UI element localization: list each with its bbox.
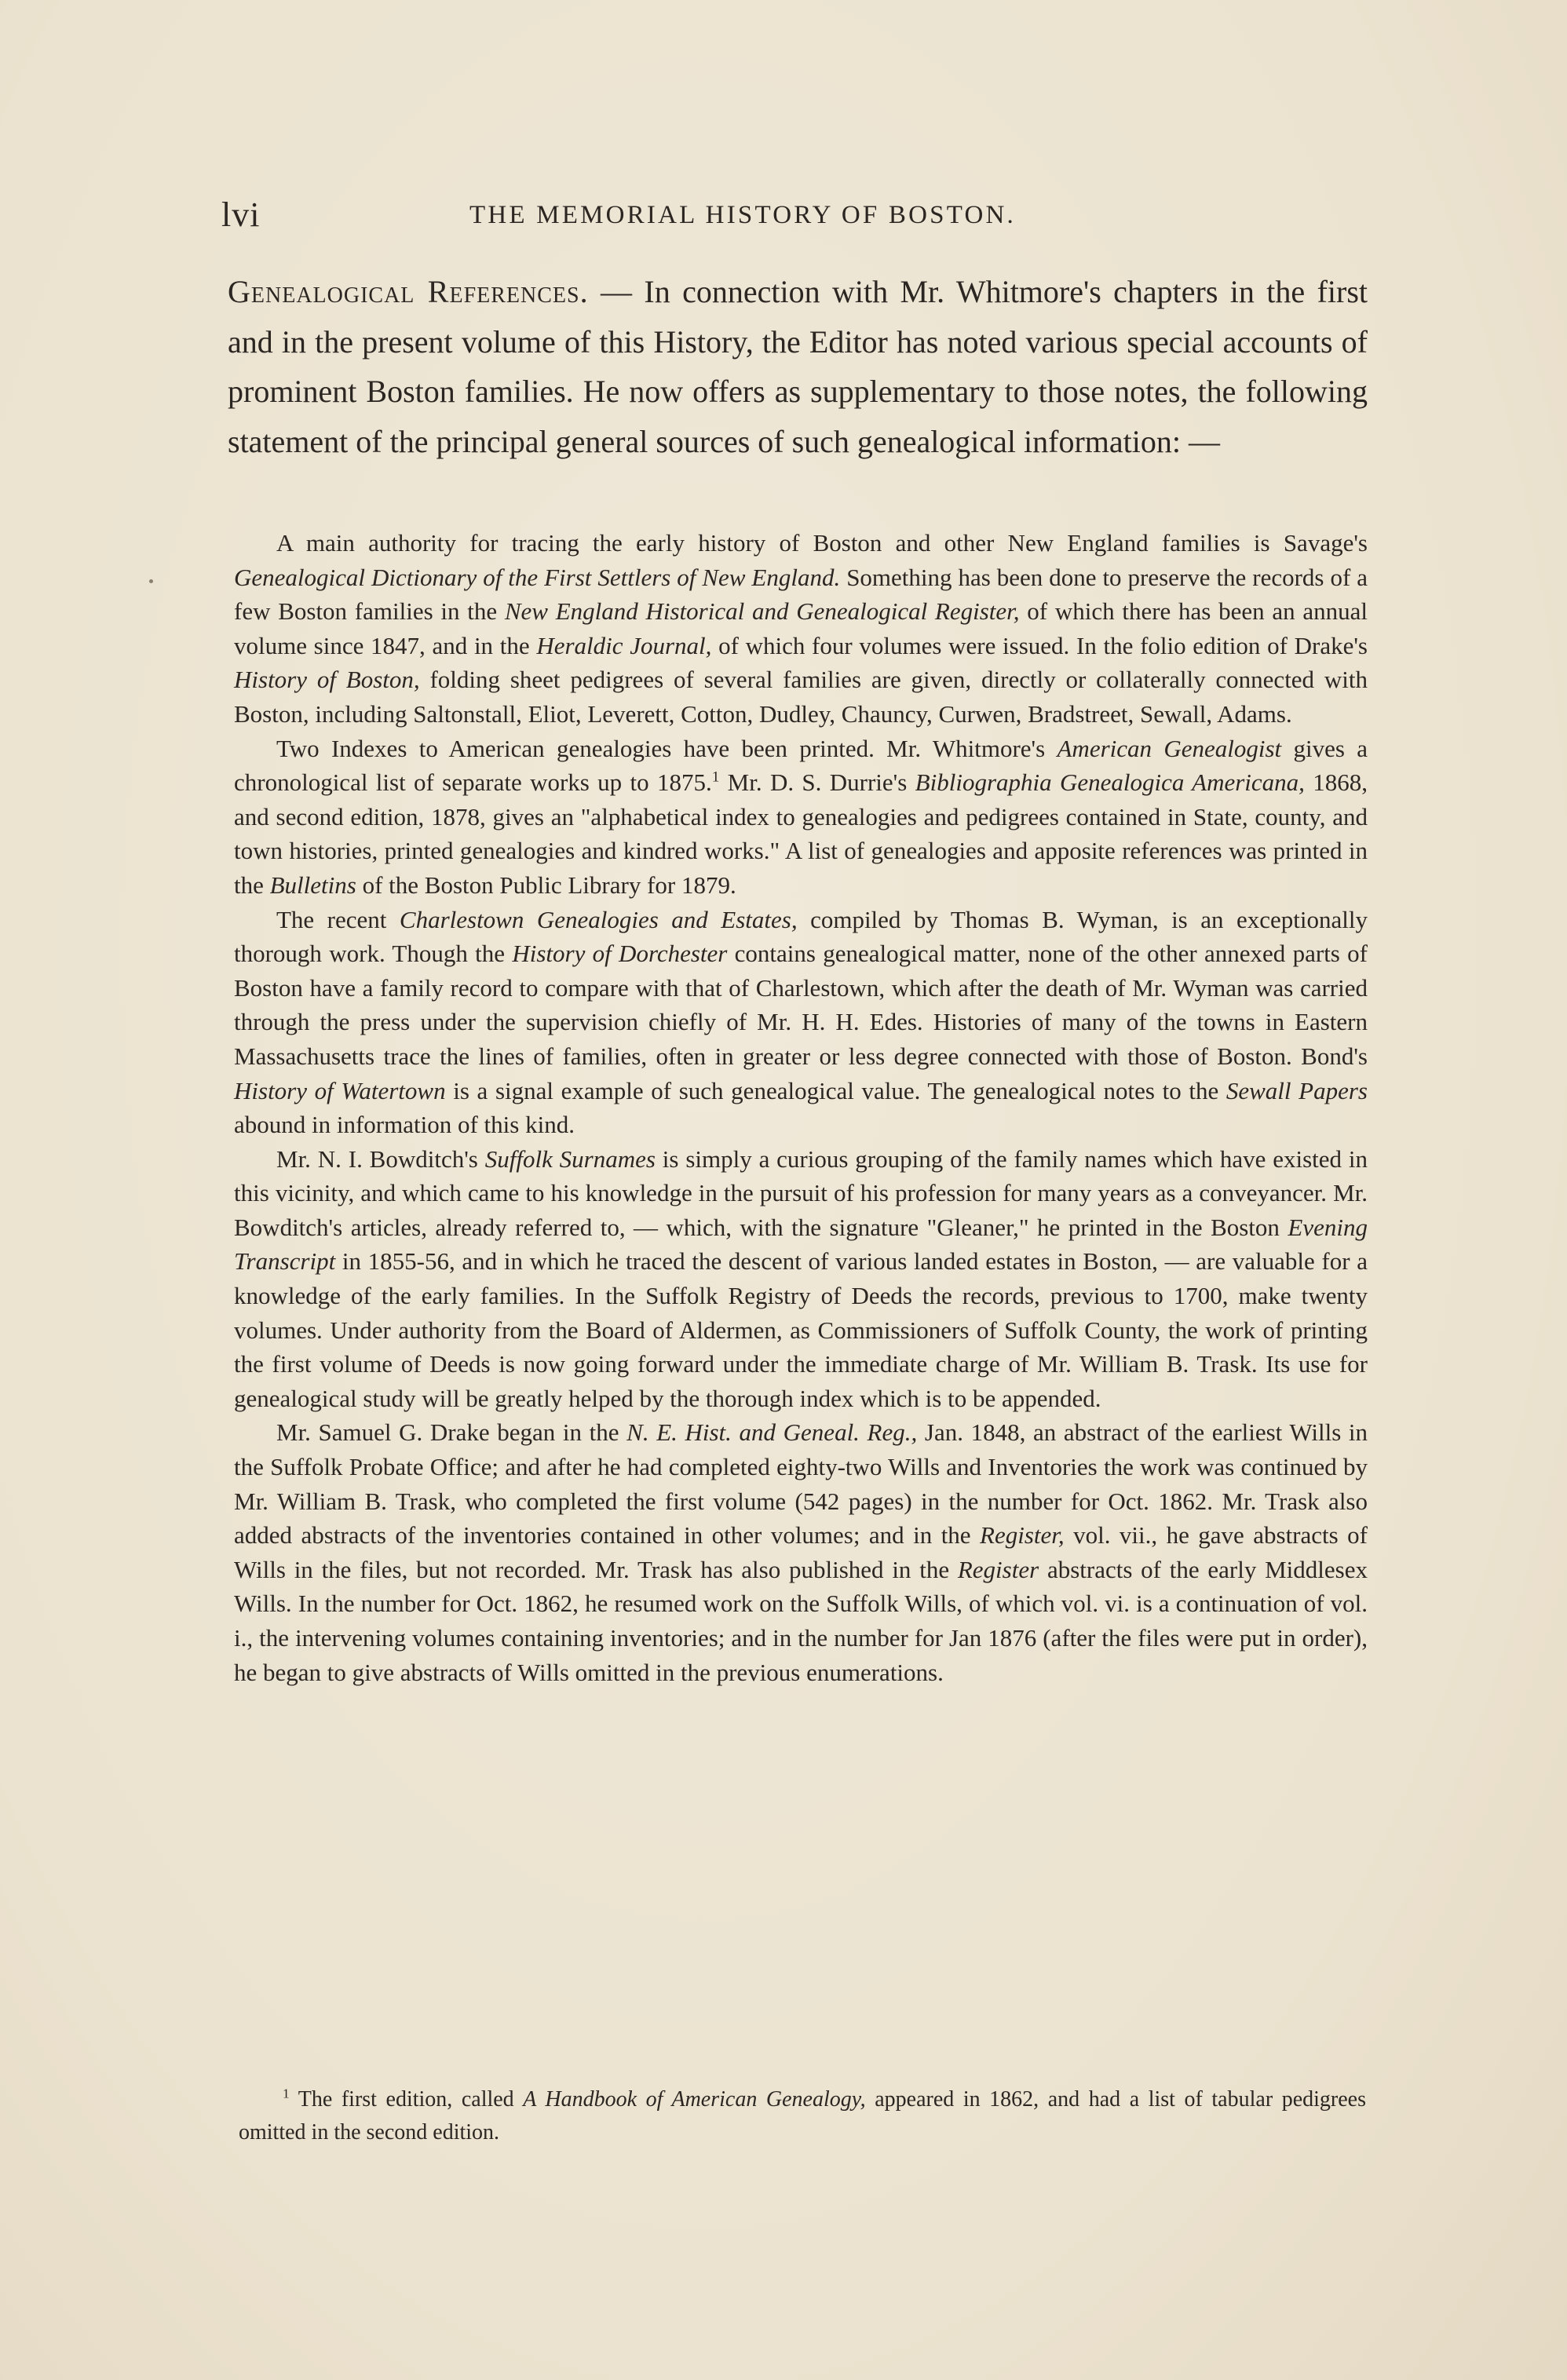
- footnote-ref: 1: [711, 768, 720, 786]
- running-title: THE MEMORIAL HISTORY OF BOSTON.: [469, 201, 1017, 229]
- paragraph-charlestown: The recent Charlestown Genealogies and Estates, compiled by Thomas B. Wyman, is an exceptionally thorough work. Though the History of Dorchester contains genealogical matter, none of the other annexed parts of Boston have a family record to compare with that of Charlestown, which after the death of Mr. Wyman was carried through the press under the supervision chiefly of Mr. H. H. Edes. Histories of many of the towns in Eastern Massachusetts trace the lines of families, often in greater or less degree connected with those of Boston. Bond's History of Watertown is a signal example of such genealogical value. The genealogical notes to the Sewall Papers abound in information of this kind.: [234, 905, 1368, 1139]
- footnote: $^1$ The first edition, called A Handbook of American Genealogy, appeared in 1862, and had a list of tabular pedigrees omitted in the second edition.: [239, 2086, 1366, 2145]
- paragraph-savage: A main authority for tracing the early history of Boston and other New England families is Savage's Genealogical Dictionary of the First Settlers of New England. Something has been done to preserve the records of a few Boston families in the New England Historical and Genealogical Register, of which there has been an annual volume since 1847, and in the Heraldic Journal, of which four volumes were issued. In the folio edition of Drake's History of Boston, folding sheet pedigrees of several families are given, directly or collaterally connected with Boston, including Saltonstall, Eliot, Leverett, Cotton, Dudley, Chauncy, Curwen, Bradstreet, Sewall, Adams.: [234, 529, 1368, 728]
- body-text: [234, 526, 1368, 1689]
- paper-speck: [149, 579, 153, 583]
- footnote-marker: 1: [283, 2086, 290, 2101]
- page-number: lvi: [221, 195, 261, 234]
- section-intro: [228, 267, 1368, 466]
- intro-text: — In connection with Mr. Whitmore's chapters in the first and in the present volume of this History, the Editor has noted various special accounts of prominent Boston families. He now offers as supplementary to those notes, the following statement of the principal general sources of such genealogical information: —: [228, 274, 1368, 459]
- section-heading: Genealogical References.: [228, 274, 589, 309]
- paragraph-drake: Mr. Samuel G. Drake began in the N. E. Hist. and Geneal. Reg., Jan. 1848, an abstract of the earliest Wills in the Suffolk Probate Office; and after he had completed eighty-two Wills and Inventories the work was continued by Mr. William B. Trask, who completed the first volume (542 pages) in the number for Oct. 1862. Mr. Trask also added abstracts of the inventories contained in other volumes; and in the Register, vol. vii., he gave abstracts of Wills in the files, but not recorded. Mr. Trask has also published in the Register abstracts of the early Middlesex Wills. In the number for Oct. 1862, he resumed work on the Suffolk Wills, of which vol. vi. is a continuation of vol. i., the intervening volumes containing inventories; and in the number for Jan 1876 (after the files were put in order), he began to give abstracts of Wills omitted in the previous enumerations.: [234, 1418, 1368, 1686]
- paragraph-indexes: Two Indexes to American genealogies have been printed. Mr. Whitmore's American Genealogist gives a chronological list of separate works up to 1875.$^1$ Mr. D. S. Durrie's Bibliographia Genealogica Americana, 1868, and second edition, 1878, gives an "alphabetical index to genealogies and pedigrees contained in State, county, and town histories, printed genealogies and kindred works." A list of genealogies and apposite references was printed in the Bulletins of the Boston Public Library for 1879.: [234, 734, 1368, 899]
- paragraph-bowditch: Mr. N. I. Bowditch's Suffolk Surnames is simply a curious grouping of the family names which have existed in this vicinity, and which came to his knowledge in the pursuit of his profession for many years as a conveyancer. Mr. Bowditch's articles, already referred to, — which, with the signature "Gleaner," he printed in the Boston Evening Transcript in 1855-56, and in which he traced the descent of various landed estates in Boston, — are valuable for a knowledge of the early families. In the Suffolk Registry of Deeds the records, previous to 1700, make twenty volumes. Under authority from the Board of Aldermen, as Commissioners of Suffolk County, the work of printing the first volume of Deeds is now going forward under the immediate charge of Mr. William B. Trask. Its use for genealogical study will be greatly helped by the thorough index which is to be appended.: [234, 1144, 1368, 1412]
- running-head: [221, 195, 1383, 242]
